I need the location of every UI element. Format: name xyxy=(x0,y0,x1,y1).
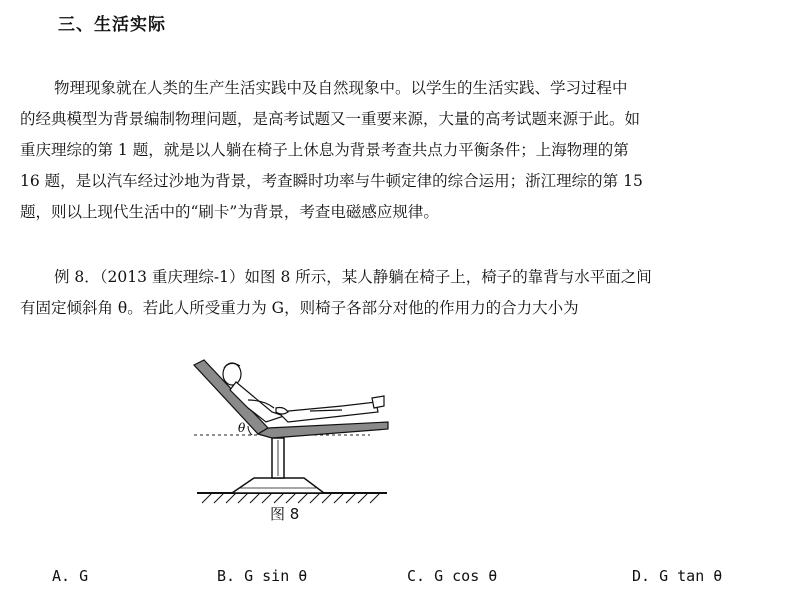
chair-base xyxy=(232,478,324,493)
option-b[interactable]: B. G sin θ xyxy=(217,567,308,585)
example-question xyxy=(20,262,780,324)
option-d[interactable]: D. G tan θ xyxy=(632,567,723,585)
intro-paragraph xyxy=(20,73,780,228)
question-line: 有固定倾斜角 θ。若此人所受重力为 G，则椅子各部分对他的作用力的合力大小为 xyxy=(20,299,579,317)
person-legs xyxy=(278,402,378,422)
option-c[interactable]: C. G cos θ xyxy=(407,567,498,585)
section-heading: 三、生活实际 xyxy=(58,15,166,35)
paragraph-line: 重庆理综的第 1 题，就是以人躺在椅子上休息为背景考查共点力平衡条件；上海物理的第 xyxy=(20,141,629,159)
person-hands xyxy=(276,408,288,415)
angle-label: θ xyxy=(238,421,246,435)
paragraph-line: 物理现象就在人类的生产生活实践中及自然现象中。以学生的生活实践、学习过程中 xyxy=(54,79,628,97)
chair-seat xyxy=(258,422,388,438)
person-feet xyxy=(372,396,384,408)
paragraph-line: 的经典模型为背景编制物理问题，是高考试题又一重要来源，大量的高考试题来源于此。如 xyxy=(20,110,641,128)
question-line: 例 8．（2013 重庆理综-1）如图 8 所示，某人静躺在椅子上，椅子的靠背与水平面之间 xyxy=(54,268,652,286)
paragraph-line: 16 题，是以汽车经过沙地为背景，考查瞬时功率与牛顿定律的综合运用；浙江理综的第 15 xyxy=(20,172,643,190)
paragraph-line: 题，则以上现代生活中的“刷卡”为背景，考查电磁感应规律。 xyxy=(20,203,439,221)
answer-options xyxy=(52,567,792,595)
ground-hatching xyxy=(202,493,380,503)
option-a[interactable]: A. G xyxy=(52,567,89,585)
figure-caption: 图 8 xyxy=(270,505,300,523)
